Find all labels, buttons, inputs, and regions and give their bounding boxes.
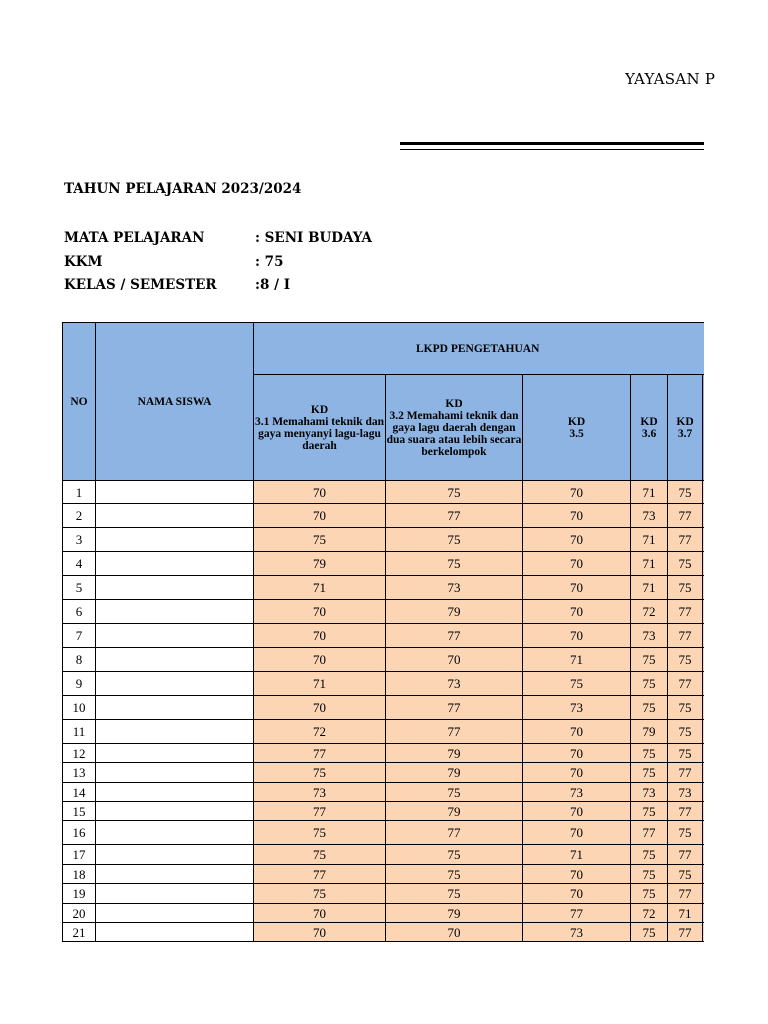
row-student-name [96, 744, 254, 763]
row-score-cell: 77 [668, 504, 703, 528]
row-no: 8 [63, 648, 96, 672]
row-score-cell: 70 [254, 696, 386, 720]
row-next-cell [703, 481, 705, 504]
row-score-cell: 77 [386, 504, 523, 528]
row-next-cell [703, 821, 705, 845]
row-score-cell: 75 [631, 763, 668, 783]
row-score-cell: 70 [523, 624, 631, 648]
row-next-cell [703, 648, 705, 672]
row-no: 16 [63, 821, 96, 845]
row-score-cell: 75 [631, 672, 668, 696]
row-score-cell: 75 [631, 923, 668, 942]
table-row [63, 576, 705, 600]
row-no: 9 [63, 672, 96, 696]
row-score-cell: 77 [668, 802, 703, 821]
row-score-cell: 70 [386, 923, 523, 942]
row-student-name [96, 802, 254, 821]
row-score-cell: 79 [254, 552, 386, 576]
row-score-cell: 70 [254, 923, 386, 942]
row-score-cell: 79 [386, 802, 523, 821]
row-score-cell: 77 [254, 744, 386, 763]
row-score-cell: 70 [254, 648, 386, 672]
row-score-cell: 77 [668, 528, 703, 552]
grades-table-viewport [62, 322, 704, 962]
grades-table [62, 322, 704, 942]
row-score-cell: 77 [668, 600, 703, 624]
row-score-cell: 72 [631, 600, 668, 624]
row-score-cell: 73 [254, 783, 386, 802]
academic-year: TAHUN PELAJARAN 2023/2024 [64, 181, 302, 197]
row-score-cell: 75 [668, 648, 703, 672]
row-score-cell: 75 [631, 696, 668, 720]
row-score-cell: 70 [523, 884, 631, 904]
row-score-cell: 70 [523, 481, 631, 504]
row-student-name [96, 624, 254, 648]
row-score-cell: 70 [523, 865, 631, 884]
row-score-cell: 70 [254, 624, 386, 648]
row-score-cell: 75 [668, 744, 703, 763]
row-score-cell: 71 [631, 481, 668, 504]
kd-3-7-label: KD 3.7 [676, 415, 694, 440]
header-next-column [703, 375, 705, 481]
row-no: 15 [63, 802, 96, 821]
row-score-cell: 73 [386, 576, 523, 600]
table-row [63, 802, 705, 821]
row-score-cell: 70 [254, 904, 386, 923]
row-next-cell [703, 884, 705, 904]
row-score-cell: 73 [523, 923, 631, 942]
row-score-cell: 70 [254, 600, 386, 624]
header-kd-3-1 [254, 375, 386, 481]
row-next-cell [703, 845, 705, 865]
row-score-cell: 79 [386, 744, 523, 763]
kkm-line [64, 254, 284, 270]
row-score-cell: 75 [254, 845, 386, 865]
row-score-cell: 75 [386, 481, 523, 504]
kd-3-2-label: KD 3.2 Memahami teknik dan gaya lagu daerah dengan dua suara atau lebih secara berkelompok [386, 397, 522, 458]
row-score-cell: 72 [631, 904, 668, 923]
row-no: 2 [63, 504, 96, 528]
table-row [63, 624, 705, 648]
row-score-cell: 72 [254, 720, 386, 744]
row-no: 13 [63, 763, 96, 783]
row-score-cell: 75 [386, 528, 523, 552]
row-score-cell: 75 [668, 552, 703, 576]
row-student-name [96, 576, 254, 600]
row-no: 19 [63, 884, 96, 904]
table-row [63, 884, 705, 904]
table-row [63, 600, 705, 624]
row-score-cell: 71 [631, 576, 668, 600]
row-score-cell: 77 [386, 624, 523, 648]
row-student-name [96, 528, 254, 552]
row-no: 21 [63, 923, 96, 942]
row-no: 18 [63, 865, 96, 884]
row-score-cell: 77 [386, 720, 523, 744]
row-score-cell: 75 [668, 720, 703, 744]
row-no: 14 [63, 783, 96, 802]
row-score-cell: 77 [668, 763, 703, 783]
table-row [63, 763, 705, 783]
row-no: 5 [63, 576, 96, 600]
row-score-cell: 71 [523, 845, 631, 865]
row-next-cell [703, 720, 705, 744]
header-name: NAMA SISWA [96, 323, 254, 481]
row-score-cell: 73 [386, 672, 523, 696]
row-score-cell: 71 [523, 648, 631, 672]
row-score-cell: 75 [386, 884, 523, 904]
row-score-cell: 75 [386, 845, 523, 865]
row-student-name [96, 720, 254, 744]
row-score-cell: 71 [631, 552, 668, 576]
table-row [63, 648, 705, 672]
row-score-cell: 70 [254, 481, 386, 504]
row-no: 3 [63, 528, 96, 552]
row-score-cell: 70 [523, 763, 631, 783]
row-no: 12 [63, 744, 96, 763]
kkm-value: : 75 [255, 254, 284, 270]
row-next-cell [703, 600, 705, 624]
row-student-name [96, 600, 254, 624]
row-score-cell: 70 [523, 821, 631, 845]
table-row [63, 865, 705, 884]
header-kd-3-6 [631, 375, 668, 481]
kd-3-5-label: KD 3.5 [567, 415, 586, 440]
row-next-cell [703, 763, 705, 783]
table-row [63, 923, 705, 942]
row-score-cell: 77 [254, 865, 386, 884]
row-score-cell: 75 [254, 763, 386, 783]
row-score-cell: 73 [631, 783, 668, 802]
row-score-cell: 77 [523, 904, 631, 923]
row-score-cell: 70 [254, 504, 386, 528]
class-line [64, 277, 291, 293]
row-student-name [96, 884, 254, 904]
row-score-cell: 70 [523, 744, 631, 763]
row-score-cell: 75 [523, 672, 631, 696]
row-score-cell: 75 [631, 648, 668, 672]
row-score-cell: 71 [254, 672, 386, 696]
header-kd-3-5 [523, 375, 631, 481]
row-score-cell: 75 [386, 552, 523, 576]
row-score-cell: 77 [386, 821, 523, 845]
row-score-cell: 75 [386, 865, 523, 884]
row-score-cell: 75 [668, 481, 703, 504]
row-score-cell: 73 [523, 783, 631, 802]
table-row [63, 783, 705, 802]
row-next-cell [703, 696, 705, 720]
row-next-cell [703, 576, 705, 600]
row-score-cell: 70 [523, 504, 631, 528]
row-score-cell: 79 [386, 600, 523, 624]
class-label: KELAS / SEMESTER [64, 277, 217, 293]
row-score-cell: 77 [631, 821, 668, 845]
row-student-name [96, 481, 254, 504]
row-score-cell: 77 [668, 845, 703, 865]
table-row [63, 528, 705, 552]
row-next-cell [703, 783, 705, 802]
row-student-name [96, 504, 254, 528]
row-score-cell: 71 [668, 904, 703, 923]
subject-label: MATA PELAJARAN [64, 230, 205, 246]
row-no: 11 [63, 720, 96, 744]
grades-table-body [63, 481, 705, 942]
row-score-cell: 75 [631, 884, 668, 904]
row-student-name [96, 648, 254, 672]
row-score-cell: 70 [523, 720, 631, 744]
row-next-cell [703, 528, 705, 552]
row-next-cell [703, 504, 705, 528]
header-rule-thin [400, 149, 704, 150]
table-row [63, 744, 705, 763]
table-row [63, 821, 705, 845]
row-score-cell: 77 [668, 884, 703, 904]
row-next-cell [703, 802, 705, 821]
row-student-name [96, 552, 254, 576]
row-score-cell: 73 [631, 504, 668, 528]
row-no: 20 [63, 904, 96, 923]
row-no: 17 [63, 845, 96, 865]
table-row [63, 845, 705, 865]
table-row [63, 720, 705, 744]
row-next-cell [703, 865, 705, 884]
row-score-cell: 79 [631, 720, 668, 744]
row-next-cell [703, 624, 705, 648]
row-score-cell: 75 [386, 783, 523, 802]
header-rule-thick [400, 142, 704, 145]
table-row [63, 696, 705, 720]
row-score-cell: 71 [631, 528, 668, 552]
header-lkpd-pengetahuan: LKPD PENGETAHUAN [254, 323, 705, 375]
row-next-cell [703, 744, 705, 763]
row-score-cell: 77 [668, 624, 703, 648]
foundation-title: YAYASAN P [625, 70, 716, 88]
kd-3-6-label: KD 3.6 [640, 415, 658, 440]
row-student-name [96, 696, 254, 720]
row-score-cell: 73 [668, 783, 703, 802]
row-score-cell: 75 [668, 821, 703, 845]
row-no: 6 [63, 600, 96, 624]
row-score-cell: 75 [668, 576, 703, 600]
header-no: NO [63, 323, 96, 481]
row-score-cell: 75 [254, 528, 386, 552]
table-row [63, 672, 705, 696]
kkm-label: KKM [64, 254, 103, 270]
subject-line [64, 230, 373, 246]
row-score-cell: 75 [631, 802, 668, 821]
header-kd-3-7 [668, 375, 703, 481]
row-score-cell: 75 [668, 865, 703, 884]
row-score-cell: 70 [523, 576, 631, 600]
row-student-name [96, 821, 254, 845]
table-row [63, 904, 705, 923]
row-score-cell: 75 [631, 744, 668, 763]
row-score-cell: 70 [523, 528, 631, 552]
row-score-cell: 70 [523, 552, 631, 576]
kd-3-1-label: KD 3.1 Memahami teknik dan gaya menyanyi lagu-lagu daerah [254, 403, 385, 452]
row-score-cell: 75 [631, 845, 668, 865]
row-student-name [96, 763, 254, 783]
row-score-cell: 70 [523, 802, 631, 821]
row-no: 4 [63, 552, 96, 576]
row-student-name [96, 923, 254, 942]
row-score-cell: 75 [254, 884, 386, 904]
row-no: 1 [63, 481, 96, 504]
row-score-cell: 70 [523, 600, 631, 624]
row-score-cell: 75 [668, 696, 703, 720]
row-no: 7 [63, 624, 96, 648]
row-score-cell: 77 [254, 802, 386, 821]
row-no: 10 [63, 696, 96, 720]
row-score-cell: 77 [386, 696, 523, 720]
row-score-cell: 75 [254, 821, 386, 845]
table-row [63, 481, 705, 504]
row-next-cell [703, 552, 705, 576]
row-score-cell: 70 [386, 648, 523, 672]
row-next-cell [703, 904, 705, 923]
row-student-name [96, 672, 254, 696]
header-kd-3-2 [386, 375, 523, 481]
row-student-name [96, 845, 254, 865]
row-score-cell: 77 [668, 672, 703, 696]
row-score-cell: 79 [386, 763, 523, 783]
row-student-name [96, 904, 254, 923]
row-next-cell [703, 672, 705, 696]
row-score-cell: 71 [254, 576, 386, 600]
row-score-cell: 79 [386, 904, 523, 923]
table-row [63, 552, 705, 576]
row-student-name [96, 865, 254, 884]
row-next-cell [703, 923, 705, 942]
class-value: :8 / I [255, 277, 291, 293]
subject-value: : SENI BUDAYA [255, 230, 373, 246]
table-row [63, 504, 705, 528]
row-score-cell: 73 [523, 696, 631, 720]
row-student-name [96, 783, 254, 802]
row-score-cell: 75 [631, 865, 668, 884]
row-score-cell: 73 [631, 624, 668, 648]
row-score-cell: 77 [668, 923, 703, 942]
